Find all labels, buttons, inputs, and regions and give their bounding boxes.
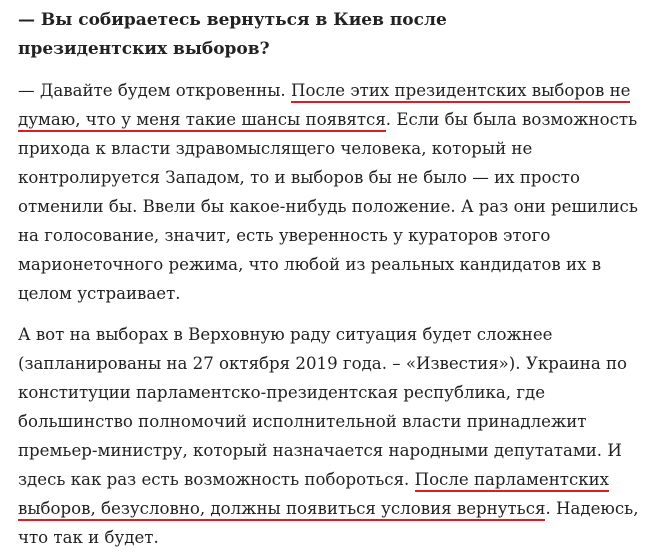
highlighted-quote-1: После этих президентских выборов не думаю, что у меня такие шансы появятся [18, 81, 630, 132]
highlighted-quote-2: После парламентских выборов, безусловно, должны появиться условия вернуться [18, 470, 609, 521]
answer-text-end: . Если бы была возможность прихода к власти здравомыслящего человека, который не контролируется Западом, то и выборов бы не было — их просто отменили бы. Ввели бы какое-нибудь положение. А раз они решились на голосование, значит, есть уверенность у кураторов этого марионеточного режима, что любой из реальных кандидатов их в целом устраивает. [18, 110, 638, 303]
answer-text-start: — Давайте будем откровенны. [18, 81, 291, 100]
rada-paragraph [18, 320, 648, 552]
rada-text-end: . Надеюсь, что так и будет. [18, 499, 639, 547]
rada-text-start: А вот на выборах в Верховную раду ситуация будет сложнее (запланированы на 27 октября 2019 года. – «Известия»). Украина по конституции парламентско-президентская республика, где большинство полномочий исполнительной власти принадлежит премьер-министру, который назначается народными депутатами. И здесь как раз есть возможность побороться. [18, 325, 628, 489]
answer-paragraph [18, 76, 648, 308]
interview-question: — Вы собираетесь вернуться в Киев после президентских выборов? [18, 10, 447, 59]
